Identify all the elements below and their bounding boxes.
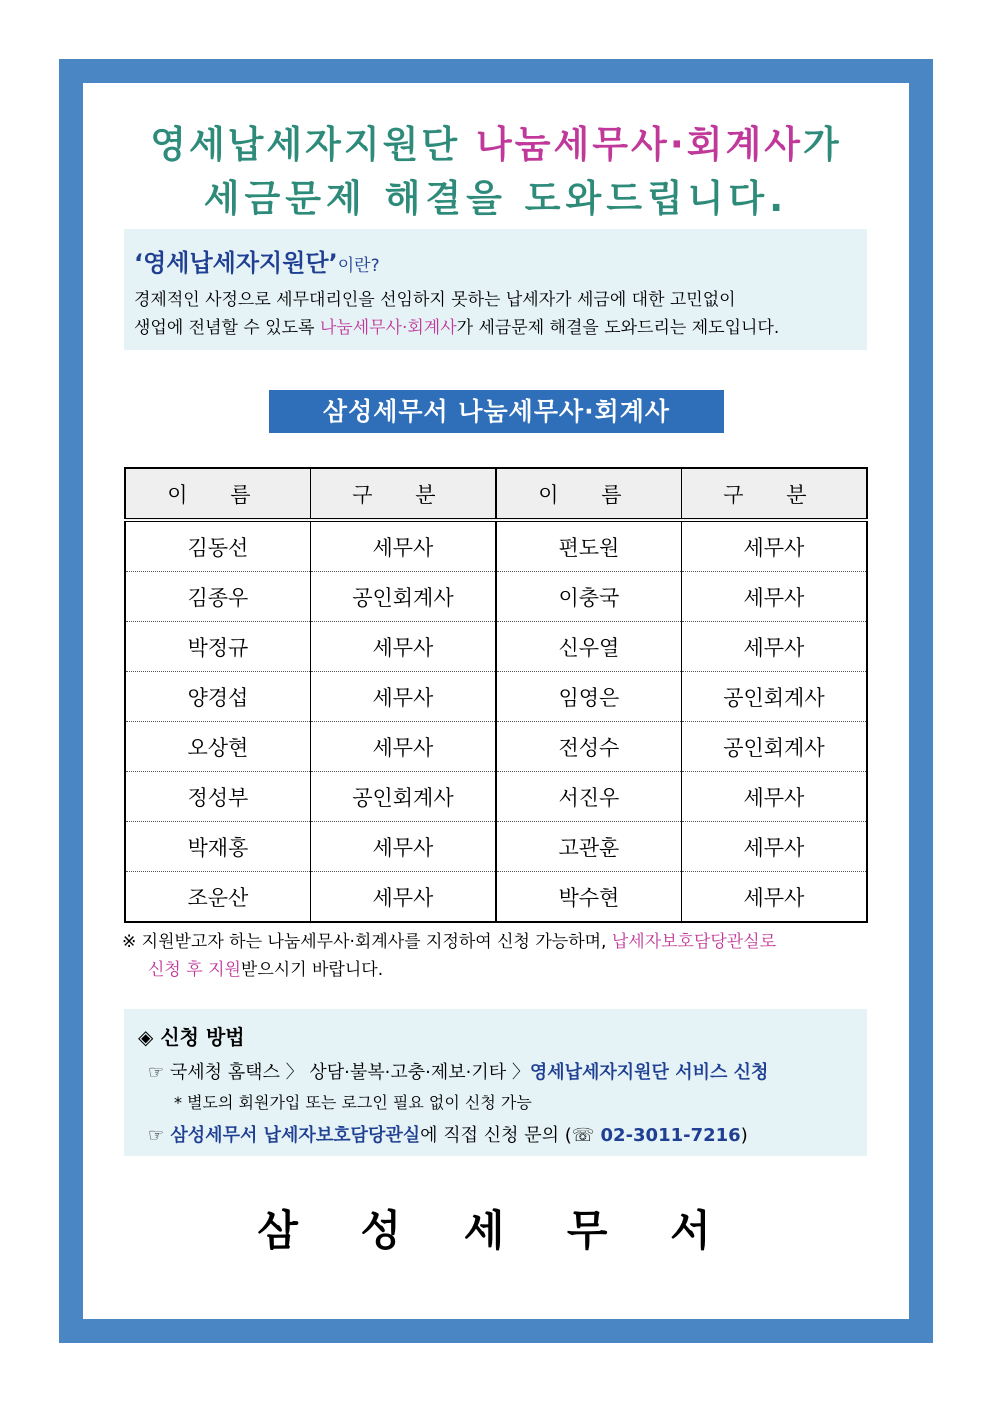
- notice-text-1: 지원받고자 하는 나눔세무사·회계사를 지정하여 신청 가능하며,: [136, 932, 612, 952]
- apply-panel: [124, 1009, 867, 1156]
- table-cell: 세무사: [681, 872, 867, 923]
- table-cell: 세무사: [681, 772, 867, 822]
- closing-paren: ): [740, 1125, 748, 1146]
- table-cell: 세무사: [310, 672, 496, 722]
- apply-note: * 별도의 회원가입 또는 로그인 필요 없이 신청 가능: [174, 1093, 532, 1112]
- table-header-row: [125, 468, 867, 520]
- table-cell: 이충국: [496, 572, 681, 622]
- table-row: [125, 772, 867, 822]
- title-tail: 가: [803, 123, 842, 166]
- intro-heading: [134, 243, 380, 278]
- table-cell: 공인회계사: [681, 672, 867, 722]
- table-row: [125, 672, 867, 722]
- notice-highlight-1: 납세자보호담당관실로: [611, 932, 777, 952]
- header-name: 이 름: [496, 468, 681, 520]
- main-title-line2: 세금문제 해결을 도와드립니다.: [203, 177, 789, 220]
- apply-method-online: [148, 1058, 768, 1084]
- table-cell: 공인회계사: [310, 572, 496, 622]
- table-cell: 세무사: [310, 822, 496, 872]
- pointing-hand-icon: ☞: [148, 1062, 165, 1083]
- header-type: 구 분: [681, 468, 867, 520]
- office-name: 삼성세무서 납세자보호담당관실: [164, 1125, 421, 1146]
- table-cell: 세무사: [310, 872, 496, 923]
- table-cell: 세무사: [681, 822, 867, 872]
- table-cell: 박수현: [496, 872, 681, 923]
- table-cell: 공인회계사: [681, 722, 867, 772]
- phone-number[interactable]: 02-3011-7216: [594, 1125, 741, 1146]
- table-cell: 박정규: [125, 622, 310, 672]
- table-row: [125, 822, 867, 872]
- table-cell: 세무사: [681, 572, 867, 622]
- section-banner: 삼성세무서 나눔세무사·회계사: [269, 390, 724, 433]
- notice: [122, 928, 882, 984]
- apply-service-link[interactable]: 영세납세자지원단 서비스 신청: [529, 1062, 769, 1083]
- intro-line2-pre: 생업에 전념할 수 있도록: [134, 318, 320, 338]
- table-cell: 세무사: [681, 520, 867, 572]
- table-cell: 서진우: [496, 772, 681, 822]
- table-cell: 세무사: [681, 622, 867, 672]
- table-cell: 오상현: [125, 722, 310, 772]
- table-cell: 김동선: [125, 520, 310, 572]
- apply-contact-text: 에 직접 신청 문의 (: [420, 1125, 572, 1146]
- phone-icon: ☏: [571, 1125, 595, 1146]
- table-row: [125, 872, 867, 923]
- intro-line-2: [134, 313, 779, 338]
- table-cell: 전성수: [496, 722, 681, 772]
- notice-highlight-2: 신청 후 지원: [148, 960, 241, 980]
- header-type: 구 분: [310, 468, 496, 520]
- apply-method-phone: [148, 1121, 748, 1147]
- table-cell: 편도원: [496, 520, 681, 572]
- table-cell: 정성부: [125, 772, 310, 822]
- table-cell: 임영은: [496, 672, 681, 722]
- notice-line-1: [122, 928, 882, 956]
- pointing-hand-icon: ☞: [148, 1125, 165, 1146]
- table-cell: 공인회계사: [310, 772, 496, 822]
- header-name: 이 름: [125, 468, 310, 520]
- main-title-line1: [83, 114, 909, 168]
- title-highlight: 나눔세무사·회계사: [476, 123, 804, 166]
- reference-mark: ※: [122, 932, 137, 952]
- apply-heading: ◈ 신청 방법: [138, 1025, 245, 1049]
- title-agency: 영세납세자지원단: [150, 123, 477, 166]
- intro-panel: [124, 229, 867, 350]
- intro-line2-highlight: 나눔세무사·회계사: [319, 318, 457, 338]
- table-row: [125, 572, 867, 622]
- intro-heading-suffix: 이란?: [337, 256, 380, 276]
- table-cell: 세무사: [310, 722, 496, 772]
- intro-line2-post: 가 세금문제 해결을 도와드리는 제도입니다.: [456, 318, 780, 338]
- table-cell: 세무사: [310, 622, 496, 672]
- table-cell: 신우열: [496, 622, 681, 672]
- footer-office-name: 삼 성 세 무 서: [257, 1206, 735, 1255]
- notice-line-2: [122, 956, 882, 984]
- apply-path: 국세청 홈택스 〉 상담·불복·고충·제보·기타 〉: [164, 1062, 530, 1083]
- members-table: [124, 467, 868, 923]
- table-row: [125, 520, 867, 572]
- table-cell: 양경섭: [125, 672, 310, 722]
- intro-heading-text: ‘영세납세자지원단’: [134, 249, 338, 277]
- table-row: [125, 622, 867, 672]
- intro-line-1: 경제적인 사정으로 세무대리인을 선임하지 못하는 납세자가 세금에 대한 고민없이: [134, 290, 736, 310]
- notice-text-2: 받으시기 바랍니다.: [240, 960, 384, 980]
- table-cell: 고관훈: [496, 822, 681, 872]
- table-cell: 박재홍: [125, 822, 310, 872]
- table-row: [125, 722, 867, 772]
- table-cell: 세무사: [310, 520, 496, 572]
- table-cell: 조운산: [125, 872, 310, 923]
- table-cell: 김종우: [125, 572, 310, 622]
